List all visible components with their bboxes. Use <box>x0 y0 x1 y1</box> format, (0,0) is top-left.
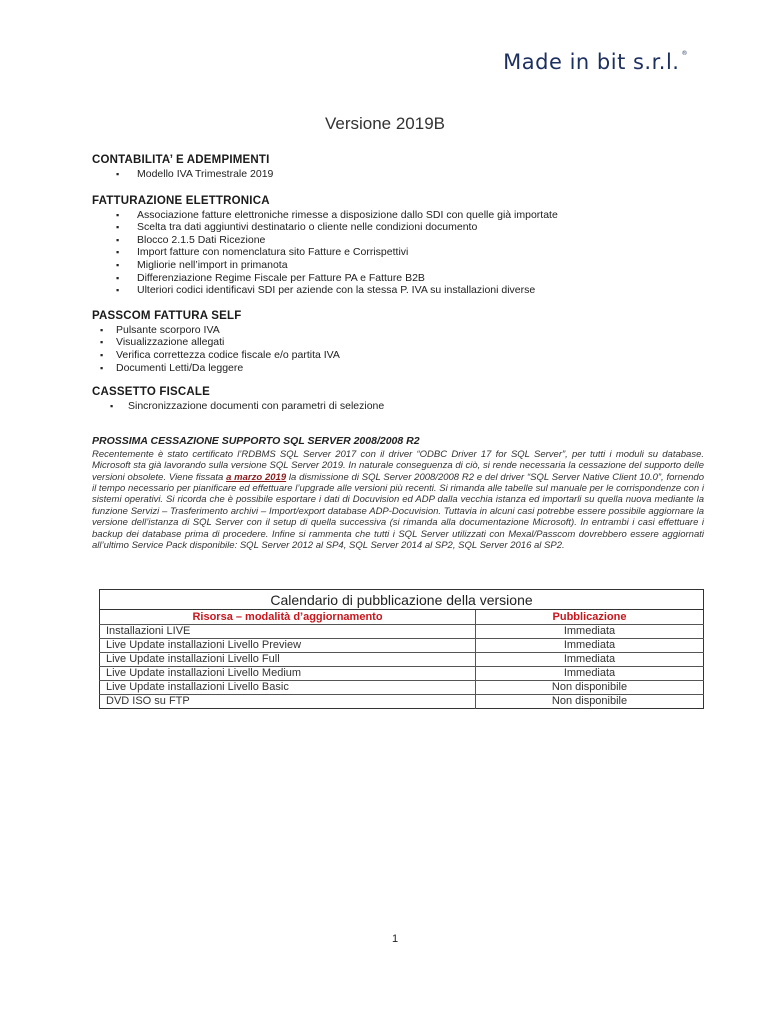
list-item: ▪ Ulteriori codici identificavi SDI per aziende con la stessa P. IVA su installazioni diverse <box>92 284 704 297</box>
notice-body <box>92 449 704 552</box>
section-list <box>92 209 704 297</box>
table-row <box>100 695 704 709</box>
list-item: ▪ Sincronizzazione documenti con parametri di selezione <box>92 400 704 413</box>
publication-cell: Immediata <box>476 667 704 681</box>
publication-cell: Immediata <box>476 653 704 667</box>
publication-cell: Immediata <box>476 639 704 653</box>
table-row <box>100 625 704 639</box>
list-item: ▪ Differenziazione Regime Fiscale per Fatture PA e Fatture B2B <box>92 272 704 285</box>
logo-text: Made in bit s.r.l. <box>503 50 680 74</box>
section-cassetto <box>92 386 704 413</box>
notice-date-highlight: a marzo 2019 <box>226 471 287 483</box>
section-heading: CASSETTO FISCALE <box>92 386 210 399</box>
publication-cell: Non disponibile <box>476 695 704 709</box>
section-list <box>92 400 704 413</box>
list-item: ▪ Documenti Letti/Da leggere <box>92 362 704 375</box>
resource-cell: Live Update installazioni Livello Preview <box>100 639 476 653</box>
calendar-title: Calendario di pubblicazione della versione <box>270 592 533 608</box>
table-row <box>100 667 704 681</box>
list-item: ▪ Pulsante scorporo IVA <box>92 324 704 337</box>
resource-cell: DVD ISO su FTP <box>100 695 476 709</box>
publication-cell: Immediata <box>476 625 704 639</box>
section-list <box>92 324 704 374</box>
section-heading: PASSCOM FATTURA SELF <box>92 309 242 322</box>
notice-text-end: la dismissione di SQL Server 2008/2008 R2 e del driver “SQL Server Native Client 10.0”, fornendo il tempo necessario per pianificare ed effettuare l’upgrade alle versioni più recenti. Si rimanda alle tabelle sul manuale per le corrispondenze con i sistemi operativi. Si ricorda che è possibile esportare i dati di Docuvision ed ADP dalla vecchia istanza ed importarli su quella nuova mediante la funzione Servizi – Trasferimento archivi – Import/export database ADP-Docuvision. Tuttavia in alcuni casi potrebbe essere possibile aggiornare la versione dell’istanza di SQL Server con il setup di quella successiva (si rimanda alla documentazione Microsoft). In entrambi i casi effettuare i backup dei database prima di procedere. Infine si rammenta che tutti i SQL Server utilizzati con Mexal/Passcom dovrebbero essere aggiornati all’ultimo Service Pack disponibile: SQL Server 2012 al SP4, SQL Server 2014 al SP2, SQL Server 2016 al SP2. <box>92 471 704 551</box>
table-row <box>100 681 704 695</box>
resource-cell: Installazioni LIVE <box>100 625 476 639</box>
list-item: ▪ Scelta tra dati aggiuntivi destinatario o cliente nelle condizioni documento <box>92 221 704 234</box>
list-item: ▪ Import fatture con nomenclatura sito Fatture e Corrispettivi <box>92 246 704 259</box>
section-fatturazione <box>92 195 704 297</box>
list-item: ▪ Modello IVA Trimestrale 2019 <box>92 168 704 181</box>
list-item: ▪ Visualizzazione allegati <box>92 336 704 349</box>
document-title: Versione 2019B <box>324 114 446 133</box>
list-item: ▪ Verifica correttezza codice fiscale e/o partita IVA <box>92 349 704 362</box>
table-row <box>100 653 704 667</box>
publication-cell: Non disponibile <box>476 681 704 695</box>
section-list <box>92 168 704 181</box>
section-heading: FATTURAZIONE ELETTRONICA <box>92 194 270 207</box>
document-body <box>92 154 704 551</box>
table-row <box>100 639 704 653</box>
section-contabilita <box>92 154 704 181</box>
list-item: ▪ Associazione fatture elettroniche rimesse a disposizione dallo SDI con quelle già importate <box>92 209 704 222</box>
resource-cell: Live Update installazioni Livello Full <box>100 653 476 667</box>
section-heading: CONTABILITA’ E ADEMPIMENTI <box>92 154 270 166</box>
publication-calendar-table <box>99 589 704 709</box>
logo-registered-mark: ® <box>681 50 688 57</box>
company-logo <box>503 50 688 74</box>
notice-text-start: Recentemente è stato certificato l’RDBMS SQL Server 2017 con il driver “ODBC Driver 17 for SQL Server”, per tutti i moduli su database. Microsoft sta già lavorando sulla versione SQL Server 2019. In naturale conseguenza di ciò, si rende necessaria la cessazione del supporto delle versioni obsolete. Viene fissata <box>92 448 704 483</box>
resource-cell: Live Update installazioni Livello Medium <box>100 667 476 681</box>
resource-cell: Live Update installazioni Livello Basic <box>100 681 476 695</box>
list-item: ▪ Blocco 2.1.5 Dati Ricezione <box>92 234 704 247</box>
column-header-resource: Risorsa – modalità d’aggiornamento <box>100 610 476 625</box>
sql-server-notice <box>92 435 704 552</box>
notice-heading: PROSSIMA CESSAZIONE SUPPORTO SQL SERVER 2008/2008 R2 <box>92 434 420 447</box>
column-header-publication: Pubblicazione <box>476 610 704 625</box>
list-item: ▪ Migliorie nell’import in primanota <box>92 259 704 272</box>
page-number: 1 <box>391 933 399 945</box>
section-passcom <box>92 310 704 374</box>
